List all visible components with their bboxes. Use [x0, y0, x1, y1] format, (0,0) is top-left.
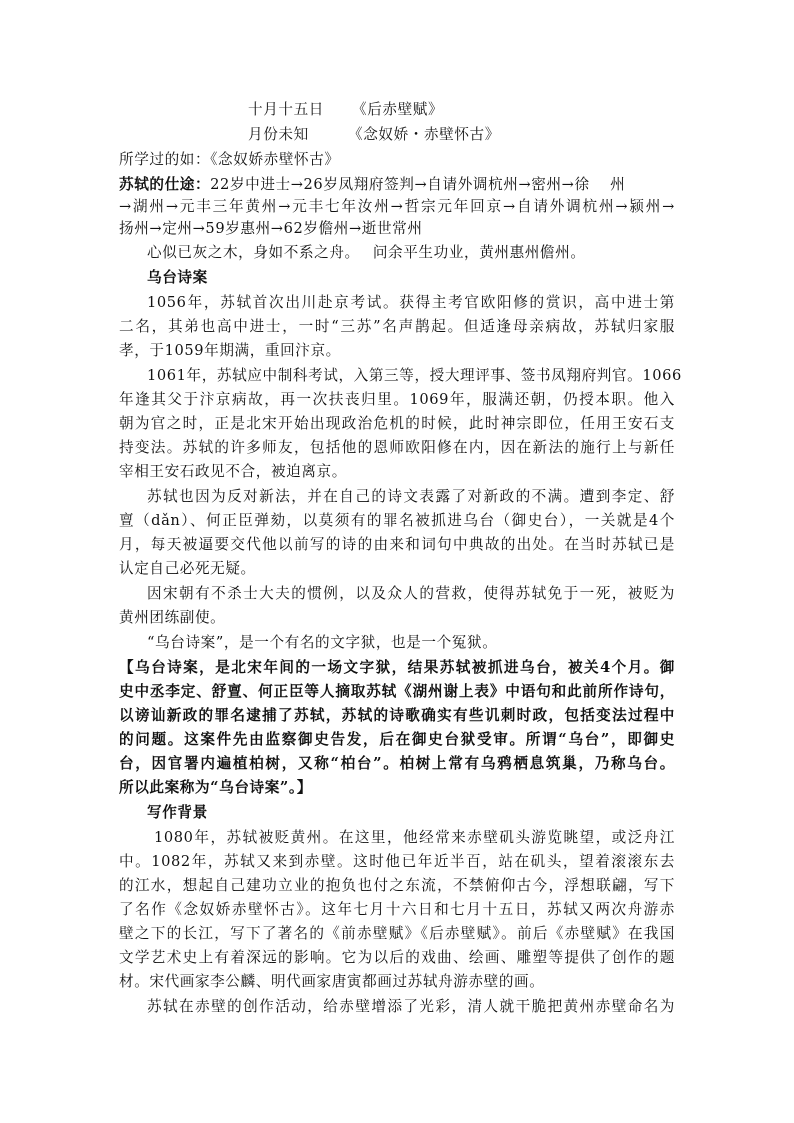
paragraph-line: 文学艺术史上有着深远的影响。它为以后的戏曲、绘画、雕塑等提供了创作的题: [119, 949, 675, 966]
studied-line: 所学过的如：《念奴娇赤壁怀古》: [119, 151, 340, 168]
paragraph-line: 1056年，苏轼首次出川赴京考试。获得主考官欧阳修的赏识，高中进士第: [147, 294, 675, 311]
note-line: 台，因官署内遍植柏树，又称“柏台”。柏树上常有乌鸦栖息筑巢，乃称乌台。: [119, 755, 675, 772]
quote-line: 心似已灰之木，身如不系之舟。 问余平生功业，黄州惠州儋州。: [147, 244, 586, 261]
paragraph-line: 苏轼也因为反对新法，并在自己的诗文表露了对新政的不满。遭到李定、舒: [147, 488, 675, 505]
paragraph-line: 材。宋代画家李公麟、明代画家唐寅都画过苏轼舟游赤壁的画。: [119, 973, 545, 990]
note-line: 【乌台诗案，是北宋年间的一场文字狱，结果苏轼被抓进乌台，被关4个月。御: [119, 659, 675, 676]
paragraph-line: 黄州团练副使。: [119, 609, 226, 626]
career-text: 22岁中进士→26岁凤翔府签判→自请外调杭州→密州→徐 州: [210, 176, 626, 193]
paragraph-line: 孝，于1059年期满，重回汴京。: [119, 342, 341, 359]
paragraph-line: 朝为官之时，正是北宋开始出现政治危机的时候，此时神宗即位，任用王安石支: [119, 415, 675, 432]
note-line: 史中丞李定、舒亶、何正臣等人摘取苏轼《湖州谢上表》中语句和此前所作诗句，: [119, 683, 675, 700]
paragraph-line: 苏轼在赤壁的创作活动，给赤壁增添了光彩，清人就干脆把黄州赤壁命名为: [147, 998, 675, 1015]
paragraph-line: “乌台诗案”，是一个有名的文字狱，也是一个冤狱。: [147, 634, 498, 651]
note-line: 以谤讪新政的罪名逮捕了苏轼，苏轼的诗歌确实有些讥刺时政，包括变法过程中: [119, 707, 675, 724]
section-heading: 乌台诗案: [147, 269, 208, 286]
paragraph-line: 中。1082年，苏轼又来到赤壁。这时他已年近半百，站在矶头，望着滚滚东去: [119, 853, 675, 870]
paragraph-line: 亶（dǎn）、何正臣弹劾，以莫须有的罪名被抓进乌台（御史台），一关就是4个: [119, 512, 675, 529]
timeline-title: 《后赤壁赋》: [352, 101, 444, 118]
paragraph-line: 1080年，苏轼被贬黄州。在这里，他经常来赤壁矶头游览眺望，或泛舟江: [154, 829, 675, 846]
paragraph-line: 月，每天被逼要交代他以前写的诗的由来和词句中典故的出处。在当时苏轼已是: [119, 536, 675, 553]
paragraph-line: 年逢其父于汴京病故，再一次扶丧归里。1069年，服满还朝，仍授本职。他入: [119, 391, 675, 408]
career-label: 苏轼的仕途：: [119, 176, 211, 193]
note-line: 所以此案称为“乌台诗案”。】: [119, 779, 313, 796]
note-line: 的问题。这案件先由监察御史告发，后在御史台狱受审。所谓“乌台”，即御史: [119, 731, 675, 748]
paragraph-line: 1061年，苏轼应中制科考试，入第三等，授大理评事、签书凤翔府判官。1066: [147, 367, 682, 384]
paragraph-line: 持变法。苏轼的许多师友，包括他的恩师欧阳修在内，因在新法的施行上与新任: [119, 439, 675, 456]
paragraph-line: 因宋朝有不杀士大夫的惯例，以及众人的营救，使得苏轼免于一死，被贬为: [147, 585, 675, 602]
timeline-date: 十月十五日: [248, 101, 324, 118]
career-line: 扬州→定州→59岁惠州→62岁儋州→逝世常州: [119, 220, 423, 237]
paragraph-line: 了名作《念奴娇赤壁怀古》。这年七月十六日和七月十五日，苏轼又两次舟游赤: [119, 901, 675, 918]
paragraph-line: 认定自己必死无疑。: [119, 560, 256, 577]
career-line: [119, 175, 675, 195]
timeline-date: 月份未知: [248, 126, 309, 143]
paragraph-line: 宰相王安石政见不合，被迫离京。: [119, 463, 347, 480]
paragraph-line: 的江水，想起自己建功立业的抱负也付之东流，不禁俯仰古今，浮想联翩，写下: [119, 877, 675, 894]
paragraph-line: 壁之下的长江，写下了著名的《前赤壁赋》《后赤壁赋》。前后《赤壁赋》在我国: [119, 925, 675, 942]
section-heading: 写作背景: [147, 804, 208, 821]
timeline-title: 《念奴娇・赤壁怀古》: [348, 126, 500, 143]
paragraph-line: 二名，其弟也高中进士，一时“三苏”名声鹊起。但适逢母亲病故，苏轼归家服: [119, 318, 675, 335]
career-line: →湖州→元丰三年黄州→元丰七年汝州→哲宗元年回京→自请外调杭州→颍州→: [119, 198, 675, 215]
